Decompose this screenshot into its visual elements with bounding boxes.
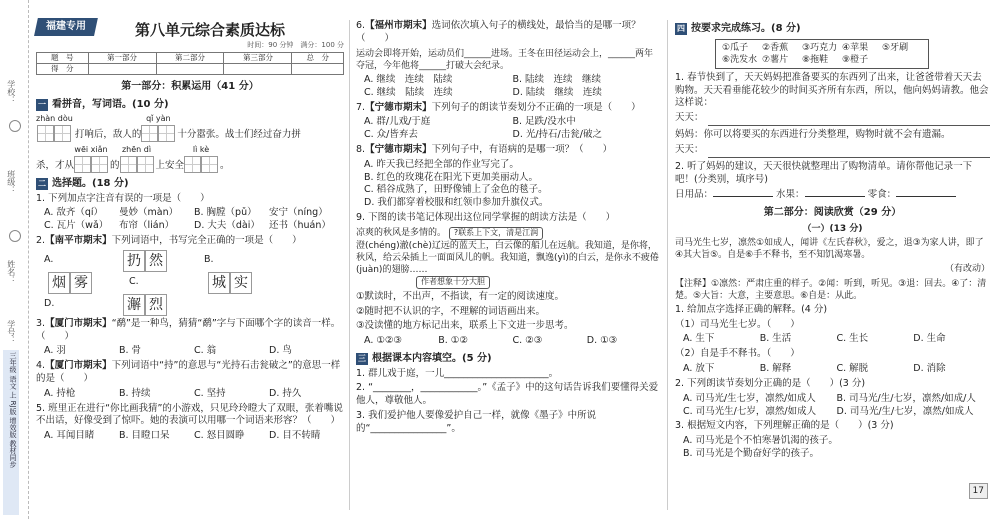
reading-question-3: 3. 根据短文内容，下列理解正确的是（ ）(3 分) xyxy=(675,420,894,432)
tiantian-line: 天天： xyxy=(675,144,990,159)
reading-source: （有改动） xyxy=(944,264,990,275)
question-5: 5. 班里正在进行“你比画我猜”的小游戏，只见玲玲瞪大了双眼，张着嘴说不出话，好像受到了惊吓。她的表演可以用哪一个词语来形容？（ ） xyxy=(36,402,343,427)
question-2-options: A. 扔 然 B. 烟 雾 C. 城 实 D. 澥 烈 xyxy=(44,250,344,316)
question-9-options: A. ①②③ B. ①② C. ②③ D. ①③ xyxy=(364,335,618,347)
reading-heading: （一）(13 分) xyxy=(802,223,863,234)
reading-question-1-1: （1）司马光生七岁。（ ） xyxy=(675,318,800,330)
region-tag: 福建专用 xyxy=(34,18,98,36)
question-4-options: A. 持枪 B. 持续 C. 坚持 D. 持久 xyxy=(44,387,302,399)
answer-box[interactable] xyxy=(91,156,108,173)
question-7-options: A. 群/儿戏/于庭 B. 足跌/没水中 C. 众/皆弃去 D. 光/持石/击瓮/破之 xyxy=(364,116,602,141)
question-6: 6.【福州市期末】选词依次填入句子的横线处，最恰当的是哪一项？（ ） xyxy=(356,20,641,44)
section4-heading: 四 按要求完成练习。(8 分) xyxy=(677,23,801,34)
section3-heading: 三 根据课本内容填空。(5 分) xyxy=(358,353,492,365)
page-number: 17 xyxy=(969,483,988,499)
reading-question-1-2: （2）自是手不释书。（ ） xyxy=(675,348,800,360)
part1-heading: 第一部分：积累运用（41 分） xyxy=(121,81,259,93)
question-3: 3.【厦门市期末】“鹬”是一种鸟，猜猜“鹬”字与下面哪个字的读音一样。（ ） xyxy=(36,317,341,342)
answer-line[interactable] xyxy=(708,145,990,158)
answer-box[interactable] xyxy=(201,156,218,173)
section1-heading: 一 看拼音，写词语。(10 分) xyxy=(38,98,169,110)
question-1: 1. 下列加点字注音有误的一项是（ ） xyxy=(36,192,210,204)
score-cell[interactable] xyxy=(88,64,156,75)
answer-box[interactable] xyxy=(141,125,158,142)
reading-question-2-options: A. 司马光/生七岁，凛然/如成人 B. 司马光/生/七岁，凛然/如成/人 C. 司马光生/七岁，凛然/如成人 D. 司马光/生/七岁，凛然/如成人 xyxy=(683,392,976,417)
question-8-options: A. 昨天我已经把全部的作业写完了。 B. 红色的玫瑰花在阳光下更加美丽动人。 C. 稻谷成熟了，田野像铺上了金色的毯子。 D. 我们都穿着校服和红领巾参加升旗仪式。 xyxy=(364,158,549,209)
section2-heading: 二 选择题。(18 分) xyxy=(38,178,129,190)
section-number-icon: 三 xyxy=(358,353,366,363)
class-label: 班级： xyxy=(6,170,16,194)
section-number-icon: 二 xyxy=(38,178,46,188)
question-9: 9. 下图的读书笔记体现出这位同学掌握的朗读方法是（ ） xyxy=(356,212,616,224)
section-number-icon: 一 xyxy=(38,99,46,109)
note-callout: 作者想象十分大胆 xyxy=(416,276,490,289)
fill-line-1[interactable]: 1. 群儿戏于庭，一儿______________________。 xyxy=(356,367,559,379)
time-info: 时间：90 分钟 满分：100 分 xyxy=(247,40,344,49)
column-right xyxy=(675,18,990,462)
question-6-options: A. 继续 连续 陆续 B. 陆续 连续 继续 C. 继续 陆续 连续 D. 陆续 继续 连续 xyxy=(364,73,602,98)
reading-note: 【注释】①凛然：严肃庄重的样子。②闻：听到，听见。③退：回去。④了：清楚。⑤大旨：大意，主要意思。⑥自是：从此。 xyxy=(675,278,987,301)
word-box-c: 城 实 xyxy=(208,272,283,294)
answer-box[interactable] xyxy=(158,125,175,142)
question-2: 2.【南平市期末】下列词语中，书写完全正确的一项是（ ） xyxy=(36,234,302,246)
pinyin-row-2: 杀，才从 wēi xiǎn 的 zhēn dì 上安全 lì kè 。 xyxy=(36,145,230,172)
score-cell[interactable] xyxy=(156,64,224,75)
binding-strip xyxy=(0,0,29,519)
question-4: 4.【厦门市期末】下列词语中“持”的意思与“光持石击瓮破之”的意思一样的是（ ） xyxy=(36,360,341,385)
answer-box[interactable] xyxy=(74,156,91,173)
question-8: 8.【宁德市期末】下列句子中，有语病的是哪一项？（ ） xyxy=(356,143,613,155)
reading-note-passage: 凉爽的秋风是多情的。 ?联系上下文，清是江润 澄(chéng)澈(chè)辽远的蓝天上，白云像的船儿在远航。我知道，是你将，秋风，给云朵插上一面面风儿的帆。我知道，飘逸(yì)的白云，是你永不疲倦(juàn)的翅膀…… 作者想象十分大胆 xyxy=(356,227,661,289)
edition-label: 三年级 语文 上 RJ版 增效版 教材同步 xyxy=(3,350,19,515)
word-box-b: 烟 雾 xyxy=(48,272,123,294)
tiantian-line: 天天： xyxy=(675,112,990,127)
word-box-d: 澥 烈 xyxy=(123,294,198,316)
part2-heading: 第二部分：阅读欣赏（29 分） xyxy=(763,207,902,219)
score-cell[interactable] xyxy=(224,64,292,75)
score-table: 题 号 第一部分 第二部分 第三部分 总 分 得 分 xyxy=(36,52,344,75)
answer-box[interactable] xyxy=(184,156,201,173)
fill-line-2[interactable]: 2. “________，____________。”《孟子》中的这句话告诉我们要懂得关爱他人，尊敬他人。 xyxy=(356,382,659,407)
question-1-options: A. 敌齐（qí） 曼妙（màn） B. 胸膛（pǔ） 安宁（níng） C. 瓦片（wǎ） 布帘（lián） D. 大夫（dài） 还书（huán） xyxy=(44,207,331,232)
mama-line: 妈妈：你可以将要买的东西进行分类整理，购物时就不会有遗漏。 xyxy=(675,129,951,141)
score-cell[interactable] xyxy=(292,64,344,75)
pinyin-row-1: zhàn dòu 打响后，敌人的 qǐ yàn 十分嚣张。战士们经过奋力拼 xyxy=(36,114,301,141)
column-middle xyxy=(356,18,661,438)
binding-hole xyxy=(9,230,21,242)
fill-line-3[interactable]: 3. 我们爱护他人要像爱护自己一样，就像《墨子》中所说的“________________”。 xyxy=(356,410,597,434)
goods-list: ①瓜子 ②香蕉 ③巧克力 ④苹果 ⑤牙刷 ⑥洗发水 ⑦薯片 ⑧拖鞋 ⑨橙子 xyxy=(715,39,929,69)
answer-line[interactable] xyxy=(708,113,990,126)
reading-question-1-1-options: A. 生下 B. 生活 C. 生长 D. 生命 xyxy=(683,333,946,345)
word-box-a: 扔 然 xyxy=(123,250,198,272)
question-7: 7.【宁德市期末】下列句子的朗读节奏划分不正确的一项是（ ） xyxy=(356,101,641,113)
section-number-icon: 四 xyxy=(677,23,685,33)
question-9-item: ③没读懂的地方标记出来，联系上下文进一步思考。 xyxy=(356,320,574,332)
column-divider xyxy=(667,20,668,510)
answer-blank[interactable] xyxy=(713,196,773,197)
answer-blank[interactable] xyxy=(805,196,865,197)
number-label: 学号： xyxy=(6,320,16,344)
answer-box[interactable] xyxy=(120,156,137,173)
reading-question-1: 1. 给加点字选择正确的解释。(4 分) xyxy=(675,303,828,315)
note-callout: ?联系上下文，清是江润 xyxy=(449,227,543,240)
column-left xyxy=(36,18,344,444)
school-label: 学校： xyxy=(6,80,16,104)
reading-question-2: 2. 下列朗读节奏划分正确的是（ ）(3 分) xyxy=(675,377,866,389)
reading-passage: 司马光生七岁，凛然①如成人，闻讲《左氏春秋》，爱之，退③为家人讲，即了④其大旨⑤。自是⑥手不释书，至不知饥渴寒暑。 xyxy=(675,238,984,261)
answer-blank[interactable] xyxy=(896,196,956,197)
question-9-item: ①默读时，不出声，不指读，有一定的阅读速度。 xyxy=(356,290,565,302)
column-divider xyxy=(349,20,350,510)
answer-box[interactable] xyxy=(54,125,71,142)
practice-question-1: 1. 春节快到了，天天妈妈把准备要买的东西列了出来，让爸爸带着天天去购物。天天看垂能花较少的时间买齐所有东西，所以，他向妈妈请教。他会这样说： xyxy=(675,71,989,109)
reading-question-1-2-options: A. 放下 B. 解释 C. 解脱 D. 消除 xyxy=(683,363,946,375)
answer-box[interactable] xyxy=(137,156,154,173)
question-6-passage: 运动会即将开始，运动员们______进场。王冬在田径运动会上，______两年夺冠，今年他将______打破大会纪录。 xyxy=(356,48,654,71)
question-9-item: ②随时把不认识的字，不理解的词语画出来。 xyxy=(356,305,546,317)
page-title: 第八单元综合素质达标 xyxy=(134,20,285,39)
reading-question-3-options: A. 司马光是个不怕寒暑饥渴的孩子。 B. 司马光是个勤奋好学的孩子。 xyxy=(683,435,838,459)
answer-box[interactable] xyxy=(37,125,54,142)
question-3-options: A. 羽 B. 骨 C. 翁 D. 鸟 xyxy=(44,345,292,357)
binding-hole xyxy=(9,120,21,132)
category-row: 日用品： 水果： 零食： xyxy=(675,189,990,202)
question-5-options: A. 耳闻目睹 B. 目瞪口呆 C. 怒目圆睁 D. 目不转睛 xyxy=(44,430,321,442)
practice-question-2: 2. 听了妈妈的建议，天天很快就整理出了购物清单。请你帮他记录一下吧！(分类别，填序号) xyxy=(675,161,973,185)
name-label: 姓名： xyxy=(6,260,16,284)
